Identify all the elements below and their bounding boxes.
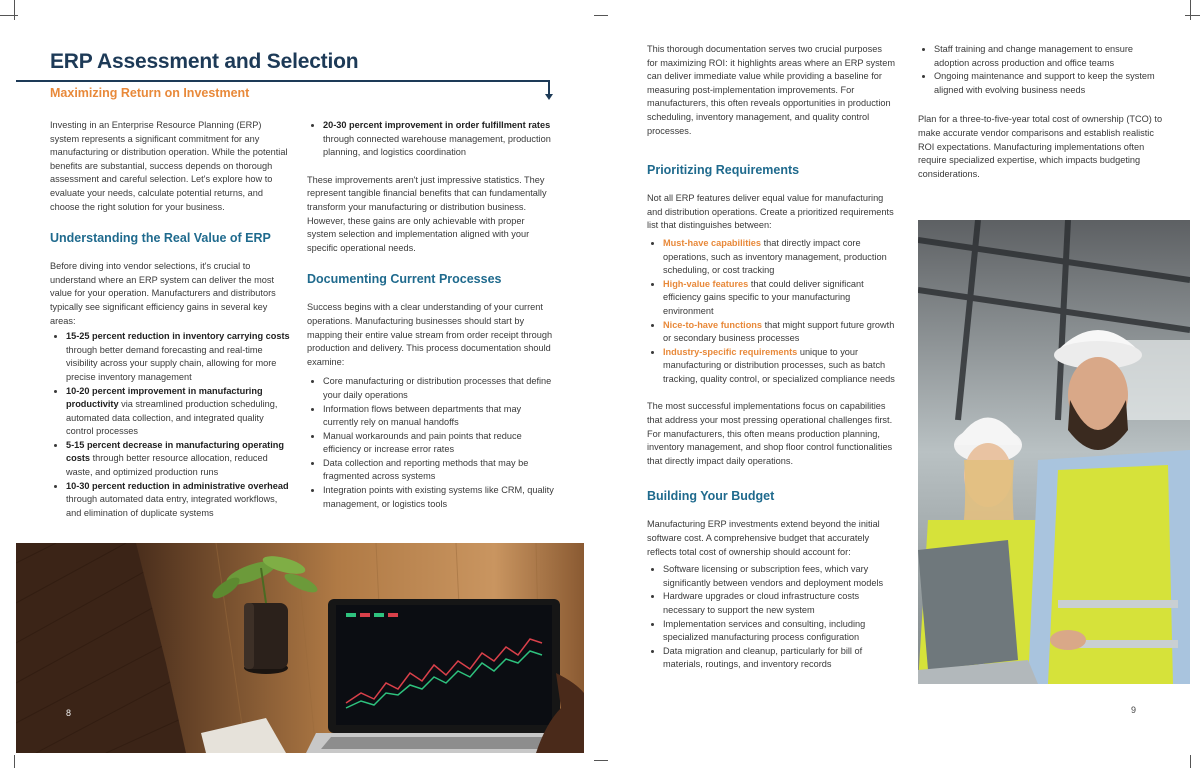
list-item: • Implementation services and consulting, including specialized manufacturing process configuration [663, 618, 895, 645]
title-rule [16, 80, 550, 82]
section-priorities-intro: Not all ERP features deliver equal value for manufacturing and distribution operations. Create a prioritized requirements list that distinguishes between: [647, 193, 894, 231]
budget-list [647, 563, 895, 672]
left-column-1 [50, 119, 292, 532]
right-column-1 [647, 43, 895, 684]
benefit-bold: 5-15 percent decrease in manufacturing operating costs [66, 439, 285, 464]
list-item [663, 278, 895, 319]
priorities-summary: The most successful implementations focus on capabilities that address your most pressing operational challenges first. For manufacturers, this often means production planning, inventory management, and shop floor control functionalities that directly impact daily operations. [647, 401, 893, 466]
left-column-2 [307, 119, 555, 523]
section-heading-priorities: Prioritizing Requirements [647, 163, 800, 178]
section-heading-budget: Building Your Budget [647, 489, 775, 504]
laptop-desk-illustration [16, 543, 584, 753]
rule-arrow-icon [545, 94, 553, 100]
benefit-bold: 10-20 percent improvement in manufacturing productivity [66, 385, 263, 410]
list-item [66, 330, 292, 384]
priority-text: unique to your manufacturing or distribution processes, such as batch tracking, quality control, or specialized compliance needs [663, 346, 895, 384]
section-budget-intro: Manufacturing ERP investments extend beyond the initial software cost. A comprehensive budget that accurately reflects total cost of ownership should account for: [647, 519, 880, 557]
priority-label: High-value features [663, 278, 749, 289]
budget-list-continued [918, 43, 1166, 97]
crop-mark [1185, 15, 1200, 16]
benefits-summary: These improvements aren't just impressive statistics. They represent tangible financial benefits that can fundamentally transform your manufacturing or distribution business. However, these gains are only achievable with proper system selection and implementation aligned with your specific operational needs. [307, 174, 547, 253]
list-item [663, 237, 895, 278]
intro-paragraph: Investing in an Enterprise Resource Planning (ERP) system represents a significant commitment for any manufacturing or distribution operation. While the potential benefits are substantial, success depends on thorough assessment and careful selection. Let's explore how to evaluate your needs, calculate potential returns, and choose the right solution for your business. [50, 120, 288, 212]
benefit-bold: 20-30 percent improvement in order fulfillment rates [323, 120, 551, 130]
list-item [323, 119, 555, 160]
list-item: • Core manufacturing or distribution processes that define your daily operations [323, 375, 555, 402]
benefit-text: through better resource allocation, reduced waste, and optimized production runs [66, 453, 268, 478]
priority-text: that directly impact core operations, such as inventory management, production scheduling, or cost tracking [663, 237, 887, 276]
list-item: • Software licensing or subscription fees, which vary significantly between vendors and deployment models [663, 563, 895, 590]
tco-paragraph: Plan for a three-to-five-year total cost of ownership (TCO) to make accurate vendor comparisons and establish realistic ROI expectations. Manufacturing implementations often require specialized expertise, which impacts budgeting considerations. [918, 114, 1163, 179]
benefit-bold: 15-25 percent reduction in inventory carrying costs [66, 331, 290, 342]
page-number-right: 9 [1131, 705, 1137, 715]
workers-photo [918, 220, 1190, 684]
list-item [66, 385, 292, 439]
documentation-paragraph: This thorough documentation serves two crucial purposes for maximizing ROI: it highlights areas where an ERP system can deliver immediate value while providing a baseline for measuring post-implementation improvements. For manufacturers, this often reveals opportunities in production scheduling, inventory management, and quality control processes. [647, 44, 895, 136]
list-item [66, 480, 292, 521]
benefit-bold: 10-30 percent reduction in administrative overhead [66, 480, 289, 491]
section-heading-processes: Documenting Current Processes [307, 272, 502, 287]
benefits-list-continued [307, 119, 555, 160]
priority-text: that could deliver significant efficiency gains specific to your manufacturing environment [663, 278, 864, 316]
list-item: • Information flows between departments that may currently rely on manual handoffs [323, 403, 555, 430]
section-heading-value: Understanding the Real Value of ERP [50, 231, 271, 246]
crop-mark [594, 15, 608, 16]
priorities-list [647, 237, 895, 387]
list-item: • Data migration and cleanup, particularly for bill of materials, routings, and inventory records [663, 645, 895, 672]
page-number-left: 8 [66, 708, 72, 718]
laptop-photo [16, 543, 584, 753]
page-title: ERP Assessment and Selection [50, 50, 359, 73]
page-subtitle: Maximizing Return on Investment [50, 86, 250, 100]
section-value-intro: Before diving into vendor selections, it's crucial to understand where an ERP system can deliver the most value for your operation. Manufacturers and distributors typically see significant efficiency gains in several key areas: [50, 261, 276, 326]
list-item: • Hardware upgrades or cloud infrastructure costs necessary to support the new system [663, 590, 895, 617]
list-item [663, 319, 895, 346]
list-item: • Staff training and change management to ensure adoption across production and office teams [934, 43, 1166, 70]
right-column-2 [918, 43, 1166, 193]
list-item [663, 346, 895, 387]
process-list [307, 375, 555, 511]
crop-mark [1190, 0, 1191, 20]
benefit-text: through better demand forecasting and real-time visibility across your supply chain, allowing for more precise inventory management [66, 344, 277, 382]
list-item [66, 439, 292, 480]
list-item: • Ongoing maintenance and support to keep the system aligned with evolving business needs [934, 70, 1166, 97]
crop-mark [0, 15, 18, 16]
benefit-text: via streamlined production scheduling, automated data collection, and integrated quality control processes [66, 399, 278, 437]
crop-mark [14, 0, 15, 20]
list-item: • Integration points with existing systems like CRM, quality management, or logistics tools [323, 484, 555, 511]
list-item: • Manual workarounds and pain points that reduce efficiency or increase error rates [323, 430, 555, 457]
crop-mark [594, 760, 608, 761]
list-item: • Data collection and reporting methods that may be fragmented across systems [323, 457, 555, 484]
benefit-text: through automated data entry, integrated workflows, and elimination of duplicate systems [66, 494, 278, 518]
priority-label: Must-have capabilities [663, 237, 762, 248]
factory-workers-illustration [918, 220, 1190, 684]
crop-mark [1190, 755, 1191, 768]
section-processes-intro: Success begins with a clear understanding of your current operations. Manufacturing businesses should start by mapping their entire value stream from order receipt through production and delivery. This process documentation should examine: [307, 302, 553, 367]
priority-label: Nice-to-have functions [663, 319, 763, 330]
priority-text: that might support future growth or secondary business processes [663, 319, 895, 344]
benefits-list [50, 330, 292, 520]
benefit-text: through connected warehouse management, production planning, and logistics coordination [323, 133, 551, 158]
crop-mark [14, 755, 15, 768]
priority-label: Industry-specific requirements [663, 346, 798, 357]
